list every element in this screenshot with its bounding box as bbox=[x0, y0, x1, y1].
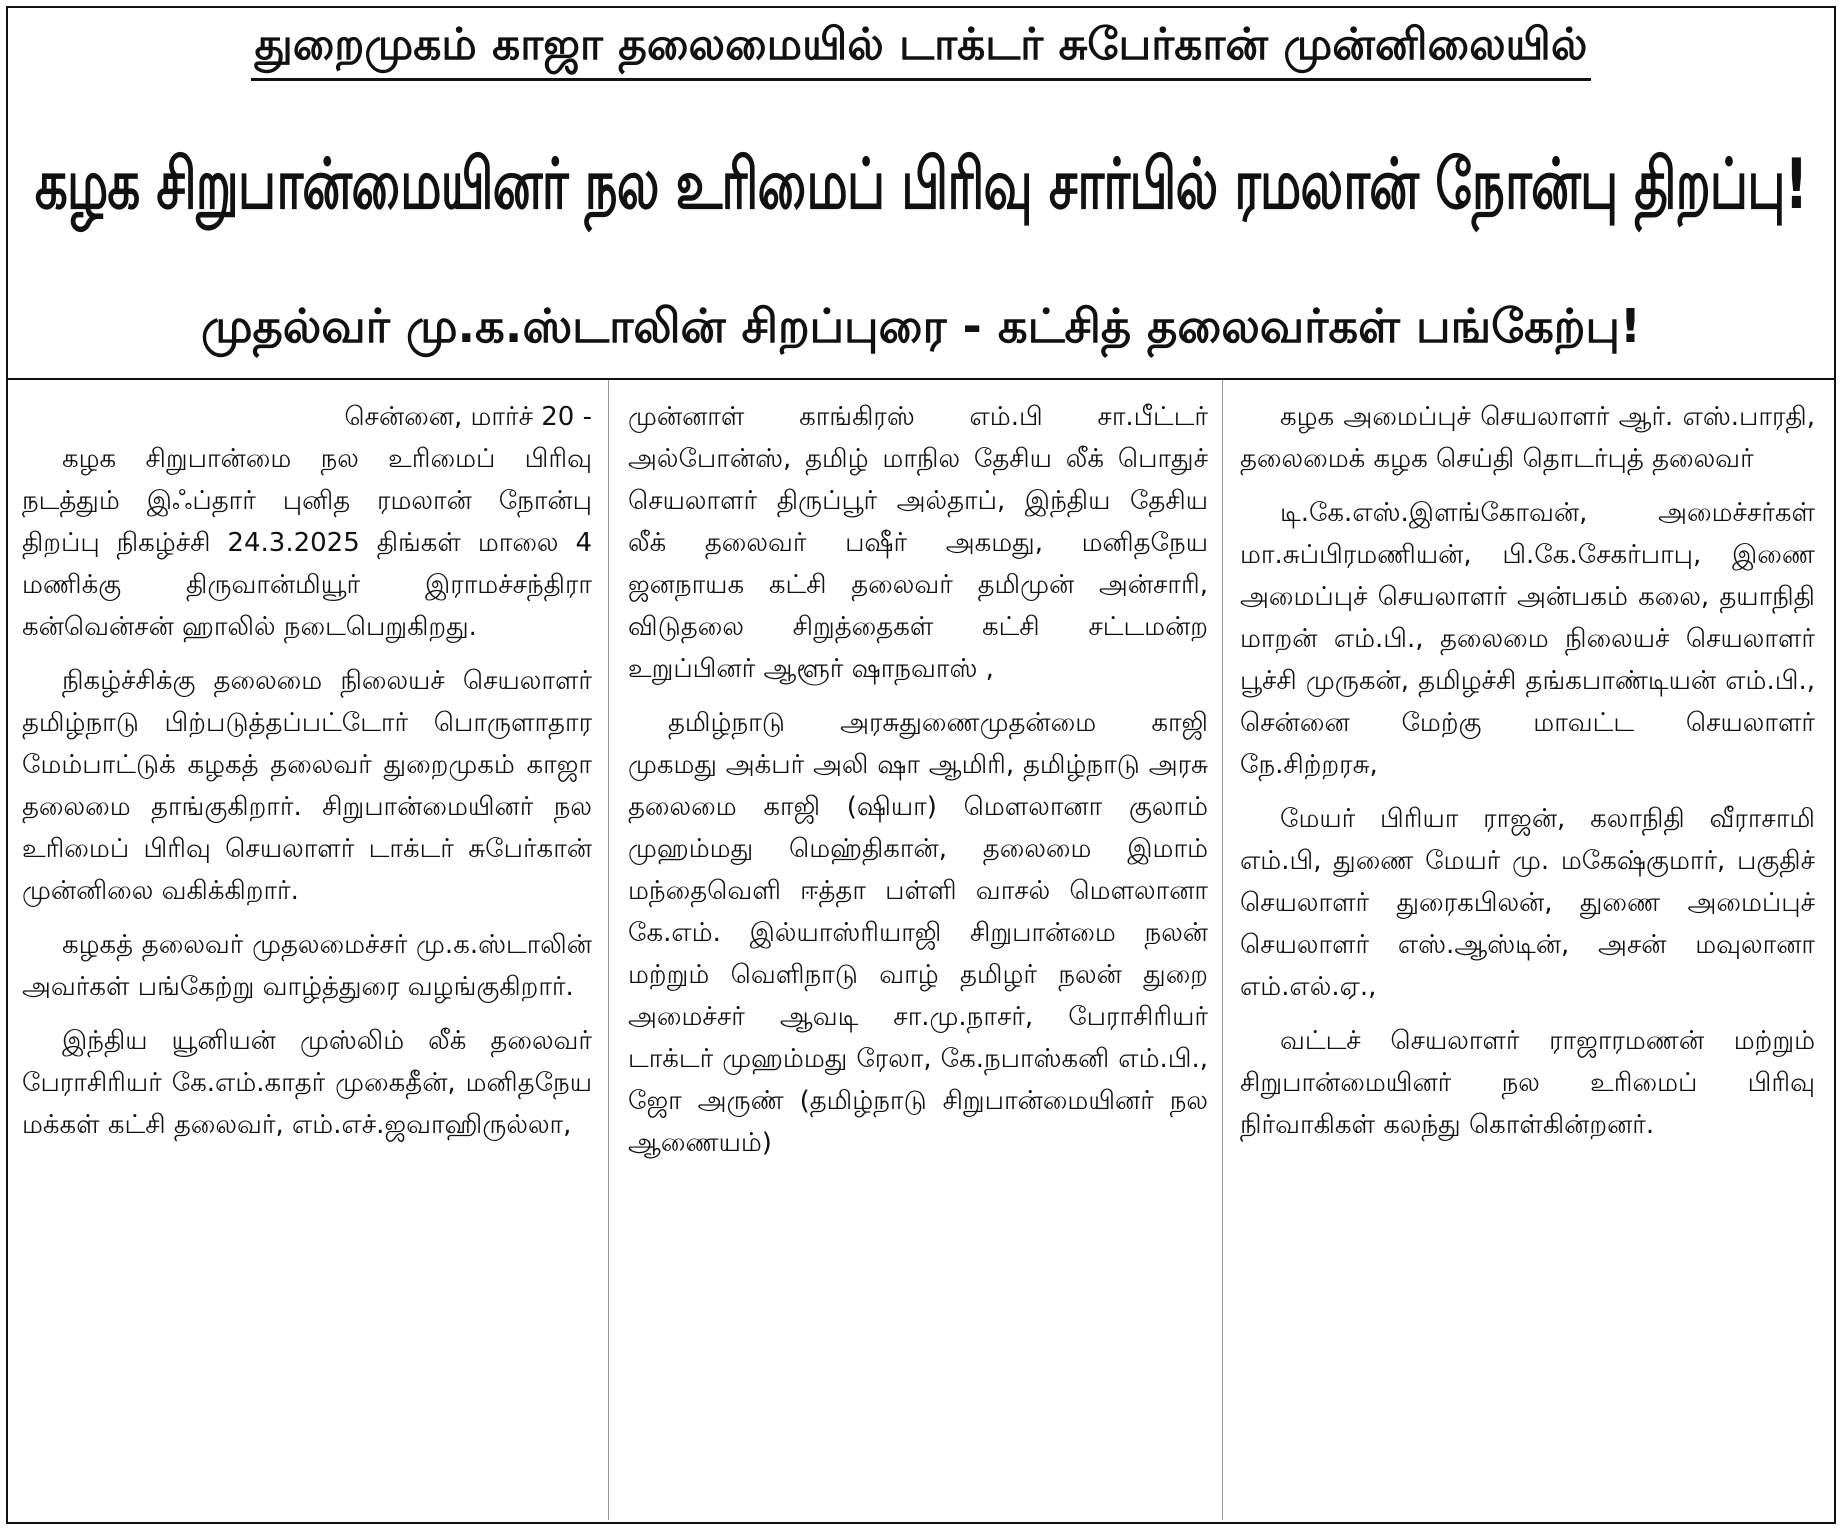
column-divider-1 bbox=[608, 380, 609, 1520]
article-column-1 bbox=[22, 396, 592, 1506]
column-divider-2 bbox=[1222, 380, 1223, 1520]
paragraph: கழகத் தலைவர் முதலமைச்சர் மு.க.ஸ்டாலின் அவர்கள் பங்கேற்று வாழ்த்துரை வழங்குகிறார். bbox=[22, 930, 592, 1002]
dateline: சென்னை, மார்ச் 20 - bbox=[344, 402, 592, 432]
kicker-text: துறைமுகம் காஜா தலைமையில் டாக்டர் சுபேர்கான் முன்னிலையில் bbox=[251, 14, 1592, 81]
paragraph: மேயர் பிரியா ராஜன், கலாநிதி வீராசாமி எம்.பி, துணை மேயர் மு. மகேஷ்குமார், பகுதிச் செயலாளர் துரைகபிலன், துணை அமைப்புச் செயலாளர் எஸ்.ஆஸ்டின், அசன் மவுலானா எம்.எல்.ஏ., bbox=[1240, 804, 1815, 1002]
paragraph: முன்னாள் காங்கிரஸ் எம்.பி சா.பீட்டர் அல்போன்ஸ், தமிழ் மாநில தேசிய லீக் பொதுச் செயலாளர் திருப்பூர் அல்தாப், இந்திய தேசிய லீக் தலைவர் பஷீர் அகமது, மனிதநேய ஜனநாயக கட்சி தலைவர் தமிமுன் அன்சாரி, விடுதலை சிறுத்தைகள் கட்சி சட்டமன்ற உறுப்பினர் ஆளூர் ஷாநவாஸ் , bbox=[628, 402, 1208, 684]
headline: கழக சிறுபான்மையினர் நல உரிமைப் பிரிவு சார்பில் ரமலான் நோன்பு திறப்பு! bbox=[34, 144, 1808, 226]
header-divider bbox=[6, 378, 1836, 380]
paragraph: கழக சிறுபான்மை நல உரிமைப் பிரிவு நடத்தும் இஃப்தார் புனித ரமலான் நோன்பு திறப்பு நிகழ்ச்சி 24.3.2025 திங்கள் மாலை 4 மணிக்கு திருவான்மியூர் இராமச்சந்திரா கன்வென்சன் ஹாலில் நடைபெறுகிறது. bbox=[22, 444, 592, 642]
article-column-2 bbox=[628, 396, 1208, 1506]
paragraph: டி.கே.எஸ்.இளங்கோவன், அமைச்சர்கள் மா.சுப்பிரமணியன், பி.கே.சேகர்பாபு, இணை அமைப்புச் செயலாளர் அன்பகம் கலை, தயாநிதி மாறன் எம்.பி., தலைமை நிலையச் செயலாளர் பூச்சி முருகன், தமிழச்சி தங்கபாண்டியன் எம்.பி., சென்னை மேற்கு மாவட்ட செயலாளர் நே.சிற்றரசு, bbox=[1240, 498, 1815, 780]
paragraph: தமிழ்நாடு அரசுதுணைமுதன்மை காஜி முகமது அக்பர் அலி ஷா ஆமிரி, தமிழ்நாடு அரசு தலைமை காஜி (ஷியா) மௌலானா குலாம் முஹம்மது மெஹ்திகான், தலைமை இமாம் மந்தைவெளி ஈத்தா பள்ளி வாசல் மௌலானா கே.எம். இல்யாஸ்ரியாஜி சிறுபான்மை நலன் மற்றும் வெளிநாடு வாழ் தமிழர் நலன் துறை அமைச்சர் ஆவடி சா.மு.நாசர், பேராசிரியர் டாக்டர் முஹம்மது ரேலா, கே.நபாஸ்கனி எம்.பி., ஜோ அருண் (தமிழ்நாடு சிறுபான்மையினர் நல ஆணையம்) bbox=[628, 708, 1208, 1158]
paragraph: கழக அமைப்புச் செயலாளர் ஆர். எஸ்.பாரதி, தலைமைக் கழக செய்தி தொடர்புத் தலைவர் bbox=[1240, 402, 1815, 474]
subheadline: முதல்வர் மு.க.ஸ்டாலின் சிறப்புரை - கட்சித் தலைவர்கள் பங்கேற்பு! bbox=[201, 299, 1641, 353]
paragraph: வட்டச் செயலாளர் ராஜாரமணன் மற்றும் சிறுபான்மையினர் நல உரிமைப் பிரிவு நிர்வாகிகள் கலந்து கொள்கின்றனர். bbox=[1240, 1026, 1815, 1140]
kicker-line bbox=[0, 14, 1842, 81]
paragraph: நிகழ்ச்சிக்கு தலைமை நிலையச் செயலாளர் தமிழ்நாடு பிற்படுத்தப்பட்டோர் பொருளாதார மேம்பாட்டுக் கழகத் தலைவர் துறைமுகம் காஜா தலைமை தாங்குகிறார். சிறுபான்மையினர் நல உரிமைப் பிரிவு செயலாளர் டாக்டர் சுபேர்கான் முன்னிலை வகிக்கிறார். bbox=[22, 666, 592, 906]
article-column-3 bbox=[1240, 396, 1815, 1506]
paragraph: இந்திய யூனியன் முஸ்லிம் லீக் தலைவர் பேராசிரியர் கே.எம்.காதர் முகைதீன், மனிதநேய மக்கள் கட்சி தலைவர், எம்.எச்.ஜவாஹிருல்லா, bbox=[22, 1026, 592, 1140]
